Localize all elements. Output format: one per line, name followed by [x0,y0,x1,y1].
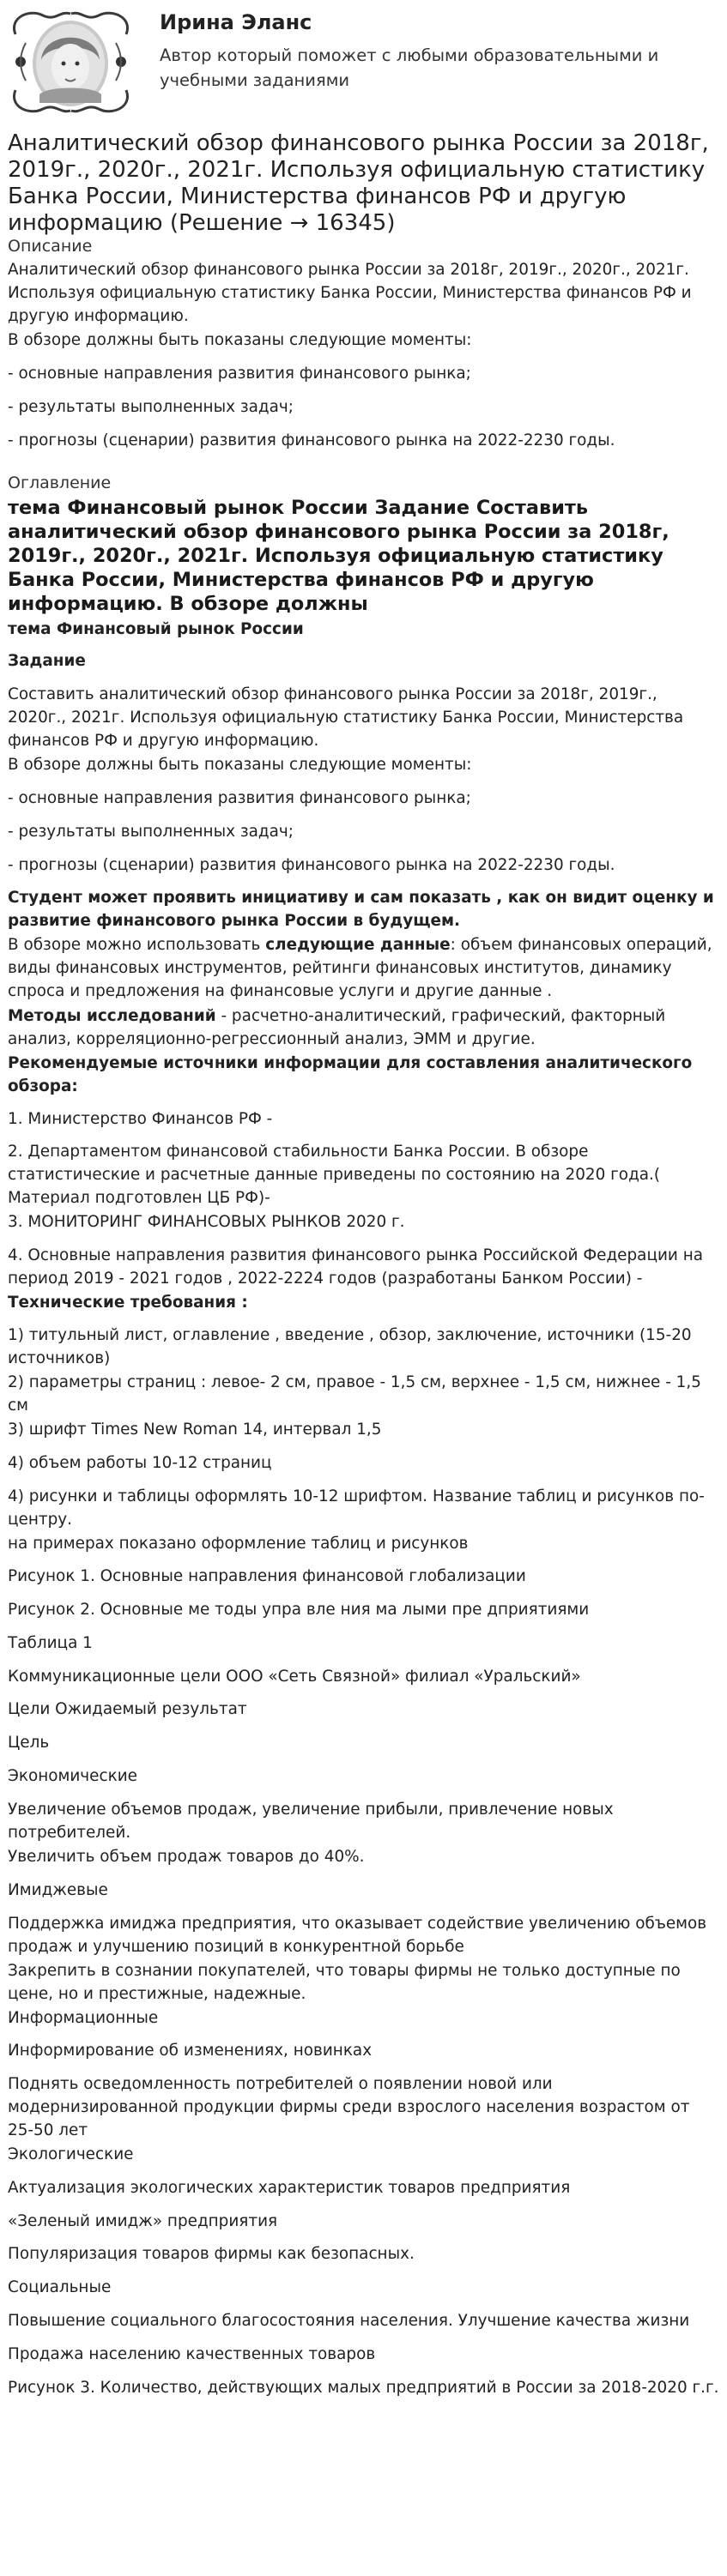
moments-intro: В обзоре должны быть показаны следующие моменты: [8,756,472,774]
sources-heading [8,1052,720,1098]
topic [8,618,720,641]
moment-item: - прогнозы (сценарии) развития финансового рынка на 2022-2230 годы. [8,856,615,874]
sources-heading-text: Рекомендуемые источники информации для составления аналитического обзора: [8,1054,693,1095]
description-paragraph: В обзоре должны быть показаны следующие моменты: [8,331,472,349]
toc-heading[interactable]: тема Финансовый рынок России Задание Составить аналитический обзор финансового рынка России за 2018г, 2019г., 2020г., 2021г. Используя официальную статистику Банка России, Министерства финансов РФ и другую информацию. В обзоре должны [8,497,669,615]
table-cell: «Зеленый имидж» предприятия [8,2212,278,2230]
description-paragraph: - результаты выполненных задач; [8,398,294,416]
description-paragraph: - прогнозы (сценарии) развития финансового рынка на 2022-2230 годы. [8,431,615,449]
description-body [8,258,720,490]
initiative-note [8,886,720,932]
tech-item: 1) титульный лист, оглавление , введение , обзор, заключение, источники (15-20 источников) [8,1326,692,1367]
table-title: Коммуникационные цели ООО «Сеть Связной» филиал «Уральский» [8,1668,581,1686]
methods-bold: Методы исследований [8,1007,216,1025]
tech-item: 2) параметры страниц : левое- 2 см, правое - 1,5 см, верхнее - 1,5 см, нижнее - 1,5 см [8,1373,701,1415]
avatar-portrait-icon [9,9,133,116]
topic-text: тема Финансовый рынок России [8,620,304,638]
task-text: Составить аналитический обзор финансового рынка России за 2018г, 2019г., 2020г., 2021г. Используя официальную статистику Банка России, Министерства финансов РФ и другую информацию. [8,685,684,750]
source-item: 3. МОНИТОРИНГ ФИНАНСОВЫХ РЫНКОВ 2020 г. [8,1213,405,1231]
task-label [8,649,720,673]
toc-label: Оглавление [8,474,112,492]
examples-note: на примерах показано оформление таблиц и рисунков [8,1535,469,1553]
table-cell: Увеличить объем продаж товаров до 40%. [8,1848,365,1866]
tech-heading-text: Технические требования : [8,1294,248,1312]
description-paragraph: - основные направления развития финансового рынка; [8,365,471,383]
moment-item: - основные направления развития финансового рынка; [8,789,471,807]
table-cell: Социальные [8,2278,112,2296]
table-cell: Актуализация экологических характеристик товаров предприятия [8,2179,571,2197]
author-avatar[interactable] [9,9,133,116]
page-title: Аналитический обзор финансового рынка России за 2018г, 2019г., 2020г., 2021г. Используя официальную статистику Банка России, Министерства финансов РФ и другую информацию (Решение → 16345) [8,130,709,236]
task-label-text: Задание [8,652,86,670]
tech-item: 3) шрифт Times New Roman 14, интервал 1,5 [8,1421,382,1439]
table-cell: Поднять осведомленность потребителей о появлении новой или модернизированной продукции фирмы среди взрослого населения возрастом от 25-50 лет [8,2075,690,2139]
source-item: 1. Министерство Финансов РФ - [8,1110,273,1128]
tech-item: 4) рисунки и таблицы оформлять 10-12 шрифтом. Название таблиц и рисунков по- центру. [8,1487,705,1529]
author-name[interactable]: Ирина Эланс [160,10,312,34]
document-body [8,618,720,2573]
table-cell: Популяризация товаров фирмы как безопасных. [8,2245,415,2263]
table-cell: Увеличение объемов продаж, увеличение прибыли, привлечение новых потребителей. [8,1801,614,1842]
figure-caption: Рисунок 1. Основные направления финансовой глобализации [8,1567,526,1585]
description-label: Описание [8,237,93,256]
data-bold: следующие данные [265,936,451,954]
source-item: 2. Департаментом финансовой стабильности Банка России. В обзоре статистические и расчетные данные приведены по состоянию на 2020 года.( Материал подготовлен ЦБ РФ)- [8,1143,661,1207]
moment-item: - результаты выполненных задач; [8,823,294,841]
table-cell: Имиджевые [8,1881,108,1899]
tech-heading [8,1291,720,1314]
author-description: Автор который поможет с любыми образовательными и учебными заданиями [160,45,659,90]
table-cell: Информирование об изменениях, новинках [8,2042,373,2060]
methods-rest: - расчетно-аналитический, графический, факторный анализ, корреляционно-регрессионный анализ, ЭММ и другие. [8,1007,666,1048]
table-cell: Цель [8,1734,50,1752]
initiative-text: Студент может проявить инициативу и сам показать , как он видит оценку и развитие финансового рынка России в будущем. [8,889,714,930]
table-cell: Информационные [8,2009,159,2027]
table-cell: Повышение социального благосостояния населения. Улучшение качества жизни [8,2312,690,2330]
data-rest: : объем финансовых операций, виды финансовых инструментов, рейтинги финансовых институтов, динамику спроса и предложения на финансовые услуги и другие данные . [8,936,712,1000]
table-cell: Продажа населению качественных товаров [8,2345,376,2363]
table-header: Цели Ожидаемый результат [8,1700,247,1718]
table-cell: Поддержка имиджа предприятия, что оказывает содействие увеличению объемов продаж и улучшению позиций в конкурентной борьбе [8,1915,707,1956]
figure-caption: Рисунок 3. Количество, действующих малых предприятий в России за 2018-2020 г.г. [8,2379,719,2397]
data-prefix: В обзоре можно использовать [8,936,266,954]
data-paragraph [8,933,720,1003]
figure-caption: Рисунок 2. Основные ме тоды упра вле ния ма лыми пре дприятиями [8,1601,590,1619]
source-item: 4. Основные направления развития финансового рынка Российской Федерации на период 2019 - 2021 годов , 2022-2224 годов (разработаны Банком России) - [8,1246,704,1288]
table-cell: Экономические [8,1767,137,1785]
description-paragraph: Аналитический обзор финансового рынка России за 2018г, 2019г., 2020г., 2021г. Используя официальную статистику Банка России, Министерства финансов РФ и другую информацию. [8,261,692,325]
methods-paragraph [8,1004,720,1051]
table-cell: Экологические [8,2145,134,2163]
author-card [0,0,727,120]
table-number: Таблица 1 [8,1634,93,1652]
tech-item: 4) объем работы 10-12 страниц [8,1454,272,1472]
table-cell: Закрепить в сознании покупателей, что товары фирмы не только доступные по цене, но и престижные, надежные. [8,1962,681,2003]
